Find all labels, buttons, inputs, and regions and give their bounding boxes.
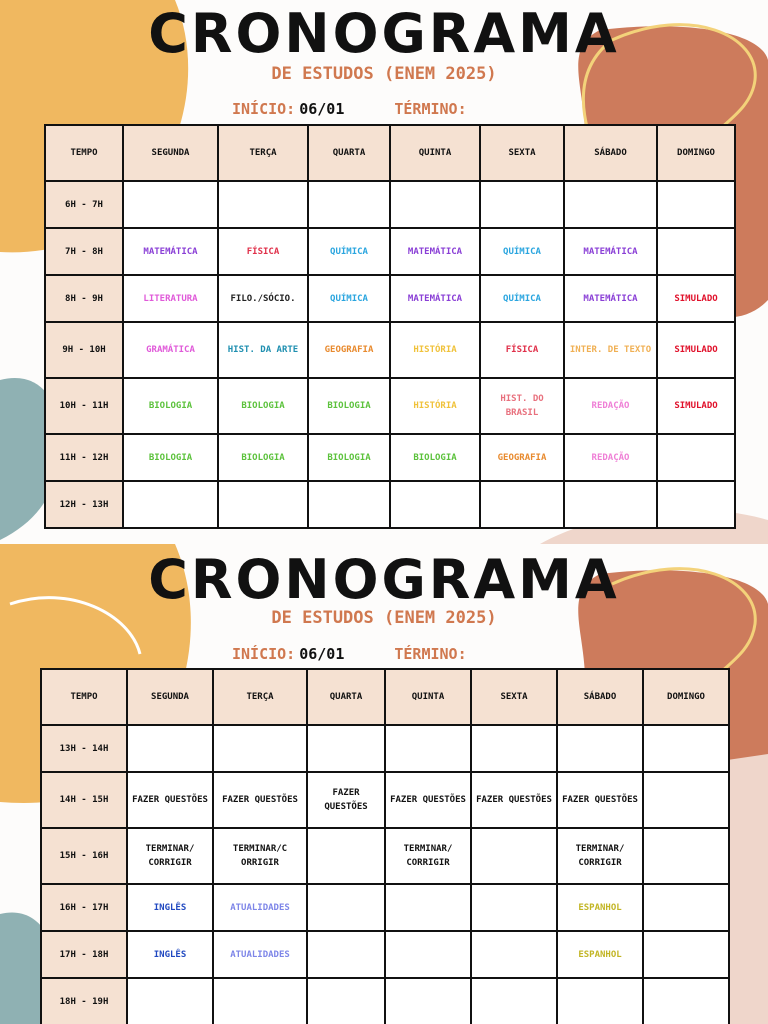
column-header: SEXTA: [480, 125, 564, 181]
schedule-cell: FILO./SÓCIO.: [218, 275, 308, 322]
schedule-cell: [385, 931, 471, 978]
start-label: INÍCIO:: [232, 645, 296, 663]
schedule-cell: [480, 481, 564, 528]
schedule-cell: ATUALIDADES: [213, 931, 307, 978]
schedule-cell: ESPANHOL: [557, 884, 643, 931]
schedule-cell: [657, 181, 735, 228]
table-row: [45, 481, 735, 528]
page-title: CRONOGRAMA: [148, 548, 620, 611]
table-row: [41, 884, 729, 931]
schedule-cell: [127, 725, 213, 772]
schedule-cell: HISTÓRIA: [390, 378, 480, 434]
schedule-cell: TERMINAR/ CORRIGIR: [557, 828, 643, 884]
schedule-cell: FAZER QUESTÕES: [127, 772, 213, 828]
schedule-cell: QUÍMICA: [308, 228, 390, 275]
schedule-cell: HISTÓRIA: [390, 322, 480, 378]
header-row: [45, 125, 735, 181]
date-range: [232, 645, 467, 663]
schedule-cell: SIMULADO: [657, 378, 735, 434]
schedule-cell: FAZER QUESTÕES: [471, 772, 557, 828]
schedule-cell: GEOGRAFIA: [480, 434, 564, 481]
schedule-cell: [557, 978, 643, 1024]
column-header: TEMPO: [41, 669, 127, 725]
time-slot: 18H - 19H: [41, 978, 127, 1024]
schedule-cell: BIOLOGIA: [308, 434, 390, 481]
schedule-cell: SIMULADO: [657, 275, 735, 322]
schedule-cell: REDAÇÃO: [564, 434, 657, 481]
column-header: DOMINGO: [657, 125, 735, 181]
schedule-cell: [643, 931, 729, 978]
schedule-cell: [218, 481, 308, 528]
column-header: QUARTA: [307, 669, 385, 725]
schedule-cell: [643, 828, 729, 884]
column-header: QUINTA: [390, 125, 480, 181]
page-title: CRONOGRAMA: [148, 2, 620, 65]
schedule-cell: MATEMÁTICA: [390, 228, 480, 275]
column-header: SEXTA: [471, 669, 557, 725]
column-header: SEGUNDA: [123, 125, 218, 181]
schedule-cell: LITERATURA: [123, 275, 218, 322]
schedule-sheet-2: [0, 544, 768, 1024]
schedule-cell: [307, 884, 385, 931]
schedule-cell: [557, 725, 643, 772]
schedule-cell: INGLÊS: [127, 931, 213, 978]
schedule-cell: [385, 725, 471, 772]
schedule-cell: BIOLOGIA: [123, 378, 218, 434]
schedule-cell: [657, 434, 735, 481]
header-row: [41, 669, 729, 725]
table-row: [45, 275, 735, 322]
column-header: SEGUNDA: [127, 669, 213, 725]
schedule-cell: SIMULADO: [657, 322, 735, 378]
schedule-cell: INGLÊS: [127, 884, 213, 931]
column-header: SÁBADO: [557, 669, 643, 725]
schedule-cell: [218, 181, 308, 228]
schedule-cell: BIOLOGIA: [308, 378, 390, 434]
schedule-cell: FAZER QUESTÕES: [307, 772, 385, 828]
table-row: [45, 378, 735, 434]
schedule-cell: MATEMÁTICA: [390, 275, 480, 322]
schedule-cell: BIOLOGIA: [123, 434, 218, 481]
schedule-cell: FÍSICA: [480, 322, 564, 378]
schedule-cell: [643, 772, 729, 828]
schedule-cell: [390, 481, 480, 528]
schedule-cell: MATEMÁTICA: [564, 228, 657, 275]
table-row: [45, 322, 735, 378]
schedule-cell: [213, 978, 307, 1024]
schedule-cell: GEOGRAFIA: [308, 322, 390, 378]
schedule-cell: HIST. DO BRASIL: [480, 378, 564, 434]
start-value: 06/01: [299, 645, 345, 663]
schedule-cell: QUÍMICA: [308, 275, 390, 322]
schedule-cell: [480, 181, 564, 228]
schedule-cell: TERMINAR/ CORRIGIR: [385, 828, 471, 884]
time-slot: 17H - 18H: [41, 931, 127, 978]
schedule-cell: ATUALIDADES: [213, 884, 307, 931]
table-row: [41, 725, 729, 772]
table-row: [41, 978, 729, 1024]
schedule-cell: [307, 828, 385, 884]
schedule-cell: [643, 725, 729, 772]
column-header: TERÇA: [218, 125, 308, 181]
schedule-cell: TERMINAR/ CORRIGIR: [127, 828, 213, 884]
schedule-cell: MATEMÁTICA: [123, 228, 218, 275]
time-slot: 13H - 14H: [41, 725, 127, 772]
time-slot: 15H - 16H: [41, 828, 127, 884]
table-row: [45, 228, 735, 275]
schedule-cell: GRAMÁTICA: [123, 322, 218, 378]
schedule-cell: BIOLOGIA: [218, 434, 308, 481]
schedule-cell: QUÍMICA: [480, 275, 564, 322]
schedule-cell: TERMINAR/C ORRIGIR: [213, 828, 307, 884]
schedule-cell: [471, 931, 557, 978]
time-slot: 12H - 13H: [45, 481, 123, 528]
schedule-cell: [564, 481, 657, 528]
column-header: QUARTA: [308, 125, 390, 181]
schedule-cell: [308, 181, 390, 228]
time-slot: 11H - 12H: [45, 434, 123, 481]
column-header: DOMINGO: [643, 669, 729, 725]
schedule-table: [40, 668, 730, 1024]
time-slot: 16H - 17H: [41, 884, 127, 931]
schedule-cell: [307, 931, 385, 978]
schedule-cell: [127, 978, 213, 1024]
schedule-cell: [643, 884, 729, 931]
schedule-cell: [471, 828, 557, 884]
schedule-cell: FAZER QUESTÕES: [213, 772, 307, 828]
table-row: [45, 434, 735, 481]
table-row: [45, 181, 735, 228]
schedule-cell: FAZER QUESTÕES: [557, 772, 643, 828]
table-row: [41, 828, 729, 884]
column-header: QUINTA: [385, 669, 471, 725]
table-row: [41, 772, 729, 828]
schedule-cell: [657, 228, 735, 275]
schedule-cell: [213, 725, 307, 772]
page-subtitle: DE ESTUDOS (ENEM 2025): [271, 64, 497, 84]
schedule-cell: MATEMÁTICA: [564, 275, 657, 322]
schedule-cell: [123, 181, 218, 228]
schedule-cell: [471, 725, 557, 772]
schedule-cell: [390, 181, 480, 228]
schedule-cell: [564, 181, 657, 228]
schedule-cell: QUÍMICA: [480, 228, 564, 275]
schedule-cell: FAZER QUESTÕES: [385, 772, 471, 828]
table-row: [41, 931, 729, 978]
end-label: TÉRMINO:: [394, 100, 467, 118]
schedule-cell: [471, 884, 557, 931]
time-slot: 9H - 10H: [45, 322, 123, 378]
schedule-cell: [307, 978, 385, 1024]
column-header: TERÇA: [213, 669, 307, 725]
end-label: TÉRMINO:: [394, 645, 467, 663]
schedule-cell: [657, 481, 735, 528]
schedule-cell: REDAÇÃO: [564, 378, 657, 434]
schedule-cell: [123, 481, 218, 528]
schedule-cell: [643, 978, 729, 1024]
start-value: 06/01: [299, 100, 345, 118]
start-label: INÍCIO:: [232, 100, 296, 118]
column-header: TEMPO: [45, 125, 123, 181]
schedule-cell: ESPANHOL: [557, 931, 643, 978]
schedule-cell: BIOLOGIA: [390, 434, 480, 481]
time-slot: 6H - 7H: [45, 181, 123, 228]
date-range: [232, 100, 467, 118]
schedule-cell: INTER. DE TEXTO: [564, 322, 657, 378]
page-subtitle: DE ESTUDOS (ENEM 2025): [271, 608, 497, 628]
time-slot: 8H - 9H: [45, 275, 123, 322]
schedule-cell: [385, 884, 471, 931]
schedule-table: [44, 124, 736, 529]
column-header: SÁBADO: [564, 125, 657, 181]
time-slot: 7H - 8H: [45, 228, 123, 275]
time-slot: 14H - 15H: [41, 772, 127, 828]
schedule-cell: HIST. DA ARTE: [218, 322, 308, 378]
schedule-cell: [471, 978, 557, 1024]
time-slot: 10H - 11H: [45, 378, 123, 434]
schedule-cell: [307, 725, 385, 772]
schedule-cell: FÍSICA: [218, 228, 308, 275]
schedule-cell: [308, 481, 390, 528]
schedule-cell: BIOLOGIA: [218, 378, 308, 434]
schedule-cell: [385, 978, 471, 1024]
